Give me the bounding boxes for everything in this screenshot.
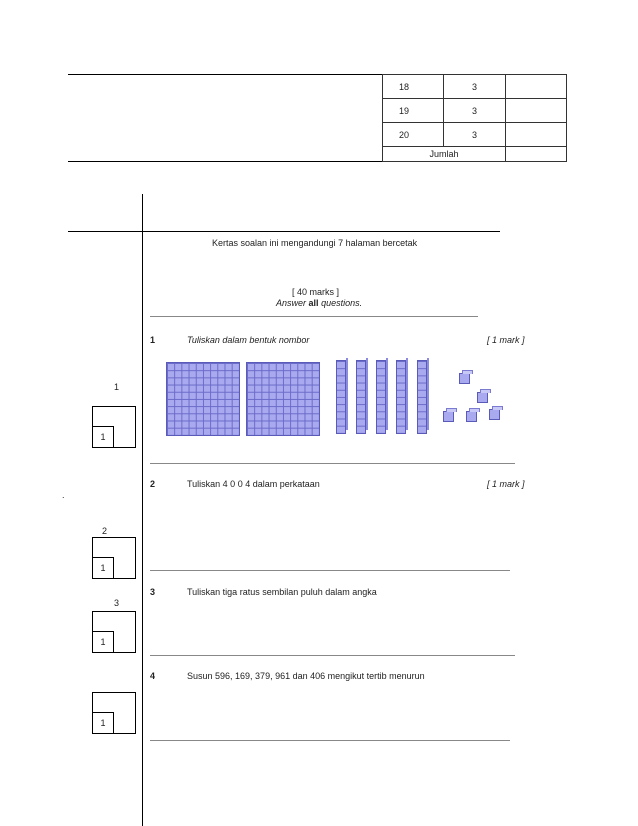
instruction xyxy=(276,298,362,308)
margin-dot: . xyxy=(62,490,65,500)
ten-rod xyxy=(336,360,346,434)
mark-box-value: 1 xyxy=(93,712,114,733)
question-number: 2 xyxy=(150,479,156,489)
score-cell[interactable] xyxy=(506,75,567,99)
bottom-rule xyxy=(68,161,382,162)
mark-box xyxy=(92,406,136,448)
table-total-row xyxy=(383,147,567,162)
instruction-prefix: Answer xyxy=(276,298,307,308)
separator-line xyxy=(150,316,478,317)
instruction-bold: all xyxy=(308,298,319,308)
table-row xyxy=(383,99,567,123)
hundred-flat xyxy=(246,362,320,436)
ten-rod xyxy=(376,360,386,434)
mark-box xyxy=(92,537,136,579)
score-table xyxy=(382,74,567,162)
score-cell[interactable] xyxy=(506,99,567,123)
question-text: Tuliskan dalam bentuk nombor xyxy=(187,335,310,345)
question-number: 4 xyxy=(150,671,156,681)
margin-label: 2 xyxy=(102,526,108,536)
unit-cube xyxy=(459,373,470,384)
margin-divider xyxy=(142,194,143,826)
instruction-suffix: questions. xyxy=(321,298,363,308)
unit-cube xyxy=(443,411,454,422)
question-mark: [ 1 mark ] xyxy=(487,335,525,345)
pages-note: Kertas soalan ini mengandungi 7 halaman bercetak xyxy=(212,238,418,248)
answer-line xyxy=(150,570,510,571)
margin-label: 3 xyxy=(114,598,120,608)
unit-cube xyxy=(489,409,500,420)
margin-label: 1 xyxy=(114,382,120,392)
question-text: Tuliskan 4 0 0 4 dalam perkataan xyxy=(187,479,320,489)
question-number: 3 xyxy=(150,587,156,597)
answer-line xyxy=(150,655,515,656)
full-mark-cell: 3 xyxy=(444,123,506,147)
unit-cube xyxy=(466,411,477,422)
score-cell[interactable] xyxy=(506,123,567,147)
mark-box xyxy=(92,611,136,653)
question-number-cell: 19 xyxy=(383,99,444,123)
mark-box-value: 1 xyxy=(93,631,114,652)
answer-line xyxy=(150,740,510,741)
mark-box-value: 1 xyxy=(93,426,114,447)
full-mark-cell: 3 xyxy=(444,99,506,123)
table-row xyxy=(383,75,567,99)
ten-rod xyxy=(396,360,406,434)
table-row xyxy=(383,123,567,147)
question-number-cell: 20 xyxy=(383,123,444,147)
full-mark-cell: 3 xyxy=(444,75,506,99)
total-label: Jumlah xyxy=(383,147,506,162)
question-number-cell: 18 xyxy=(383,75,444,99)
question-mark: [ 1 mark ] xyxy=(487,479,525,489)
top-rule xyxy=(68,74,382,75)
header-rule xyxy=(68,231,500,232)
question-text: Tuliskan tiga ratus sembilan puluh dalam angka xyxy=(187,587,377,597)
hundred-flat xyxy=(166,362,240,436)
mark-box xyxy=(92,692,136,734)
mark-box-value: 1 xyxy=(93,557,114,578)
question-number: 1 xyxy=(150,335,156,345)
total-marks: [ 40 marks ] xyxy=(292,287,340,297)
question-text: Susun 596, 169, 379, 961 dan 406 mengikut tertib menurun xyxy=(187,671,425,681)
answer-line xyxy=(150,463,515,464)
unit-cube xyxy=(477,392,488,403)
total-score-cell[interactable] xyxy=(506,147,567,162)
ten-rod xyxy=(417,360,427,434)
ten-rod xyxy=(356,360,366,434)
